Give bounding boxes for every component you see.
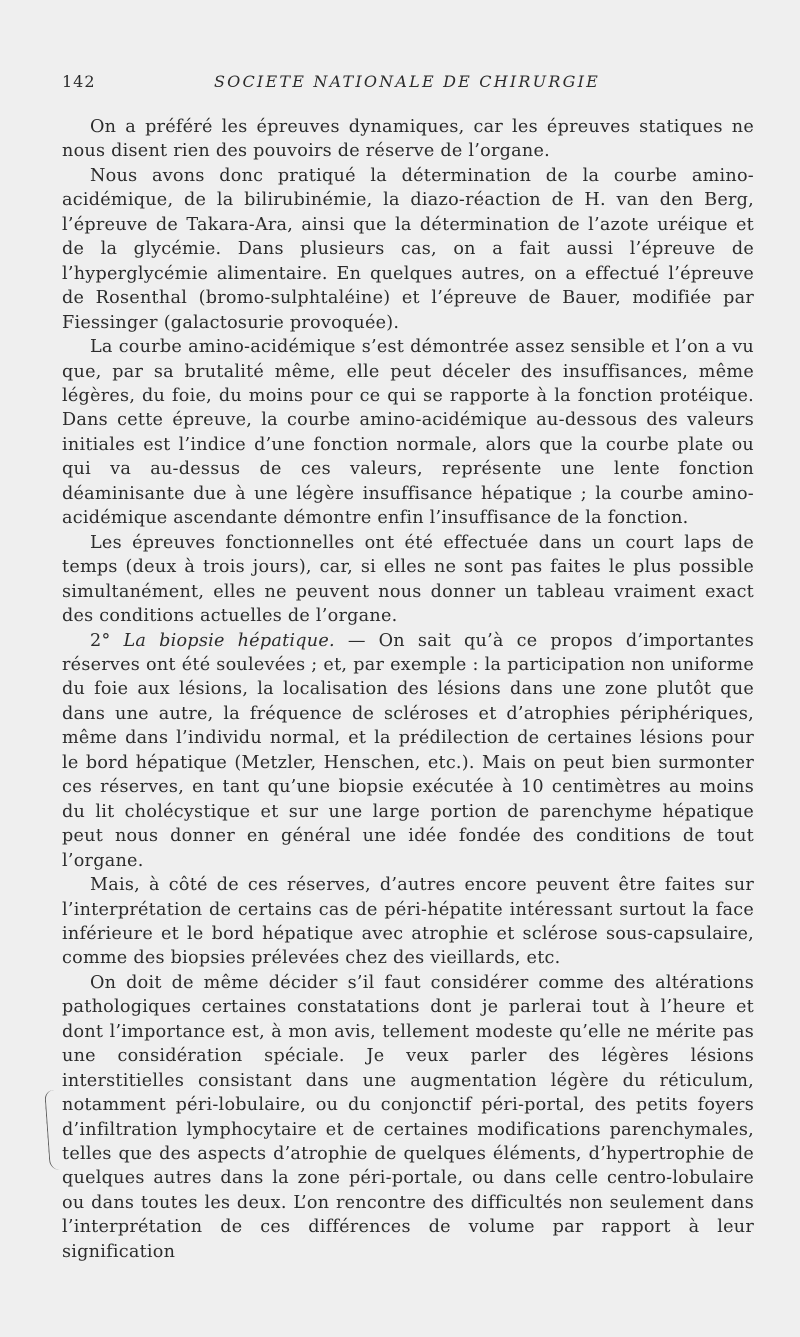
- paragraph: Nous avons donc pratiqué la détermination de la courbe amino-acidémique, de la bilirubinémie, la diazo-réaction de H. van den Berg, l’épreuve de Takara-Ara, ainsi que la détermination de l’azote uréique et de la glycémie. Dans plusieurs cas, on a fait aussi l’épreuve de l’hyperglycémie alimentaire. En quelques autres, on a effectué l’épreuve de Rosenthal (bromo-sulphtaléine) et l’épreuve de Bauer, modifiée par Fiessinger (galactosurie provoquée).: [62, 165, 754, 333]
- body-text: [62, 115, 754, 1264]
- running-head: SOCIETE NATIONALE DE CHIRURGIE: [214, 72, 600, 91]
- paragraph: On doit de même décider s’il faut considérer comme des altérations pathologiques certaines constatations dont je parlerai tout à l’heure et dont l’importance est, à mon avis, tellement modeste qu’elle ne mérite pas une considération spéciale. Je veux parler des légères lésions interstitielles consistant dans une augmentation légère du réticulum, notamment péri-lobulaire, ou du conjonctif péri-portal, des petits foyers d’infiltration lymphocytaire et de certaines modifications parenchymales, telles que des aspects d’atrophie de quelques éléments, d’hypertrophie de quelques autres dans la zone péri-portale, ou dans celle centro-lobulaire ou dans toutes les deux. L’on rencontre des difficultés non seulement dans l’interprétation de ces différences de volume par rapport à leur signification: [62, 972, 754, 1262]
- biopsy-paragraph: [62, 629, 754, 874]
- paragraph: Mais, à côté de ces réserves, d’autres encore peuvent être faites sur l’interprétation de certains cas de péri-hépatite intéressant surtout la face inférieure et le bord hépatique avec atrophie et sclérose sous-capsulaire, comme des biopsies prélevées chez des vieillards, etc.: [62, 875, 754, 969]
- paragraph: On a préféré les épreuves dynamiques, car les épreuves statiques ne nous disent rien des pouvoirs de réserve de l’organe.: [62, 117, 754, 162]
- section-title: La biopsie hépatique.: [123, 630, 335, 651]
- page-number: 142: [62, 72, 96, 91]
- paragraph: La courbe amino-acidémique s’est démontrée assez sensible et l’on a vu que, par sa brutalité même, elle peut déceler des insuffisances, même légères, du foie, du moins pour ce qui se rapporte à la fonction protéique. Dans cette épreuve, la courbe amino-acidémique au-dessous des valeurs initiales est l’indice d’une fonction normale, alors que la courbe plate ou qui va au-dessus de ces valeurs, représente une lente fonction déaminisante due à une légère insuffisance hépatique ; la courbe amino-acidémique ascendante démontre enfin l’insuffisance de la fonction.: [62, 337, 754, 529]
- page-header: [62, 72, 752, 96]
- section-text: — On sait qu’à ce propos d’importantes réserves ont été soulevées ; et, par exemple : la participation non uniforme du foie aux lésions, la localisation des lésions dans une zone plutôt que dans une autre, la fréquence de scléroses et d’atrophies périphériques, même dans l’individu normal, et la prédilection de certaines lésions pour le bord hépatique (Metzler, Henschen, etc.). Mais on peut bien surmonter ces réserves, en tant qu’une biopsie exécutée à 10 centimètres au moins du lit cholécystique et sur une large portion de parenchyme hépatique peut nous donner en général une idée fondée des conditions de tout l’organe.: [62, 630, 754, 871]
- paragraph: Les épreuves fonctionnelles ont été effectuée dans un court laps de temps (deux à trois jours), car, si elles ne sont pas faites le plus possible simultanément, elles ne peuvent nous donner un tableau vraiment exact des conditions actuelles de l’organe.: [62, 532, 754, 627]
- section-number: 2°: [90, 630, 111, 651]
